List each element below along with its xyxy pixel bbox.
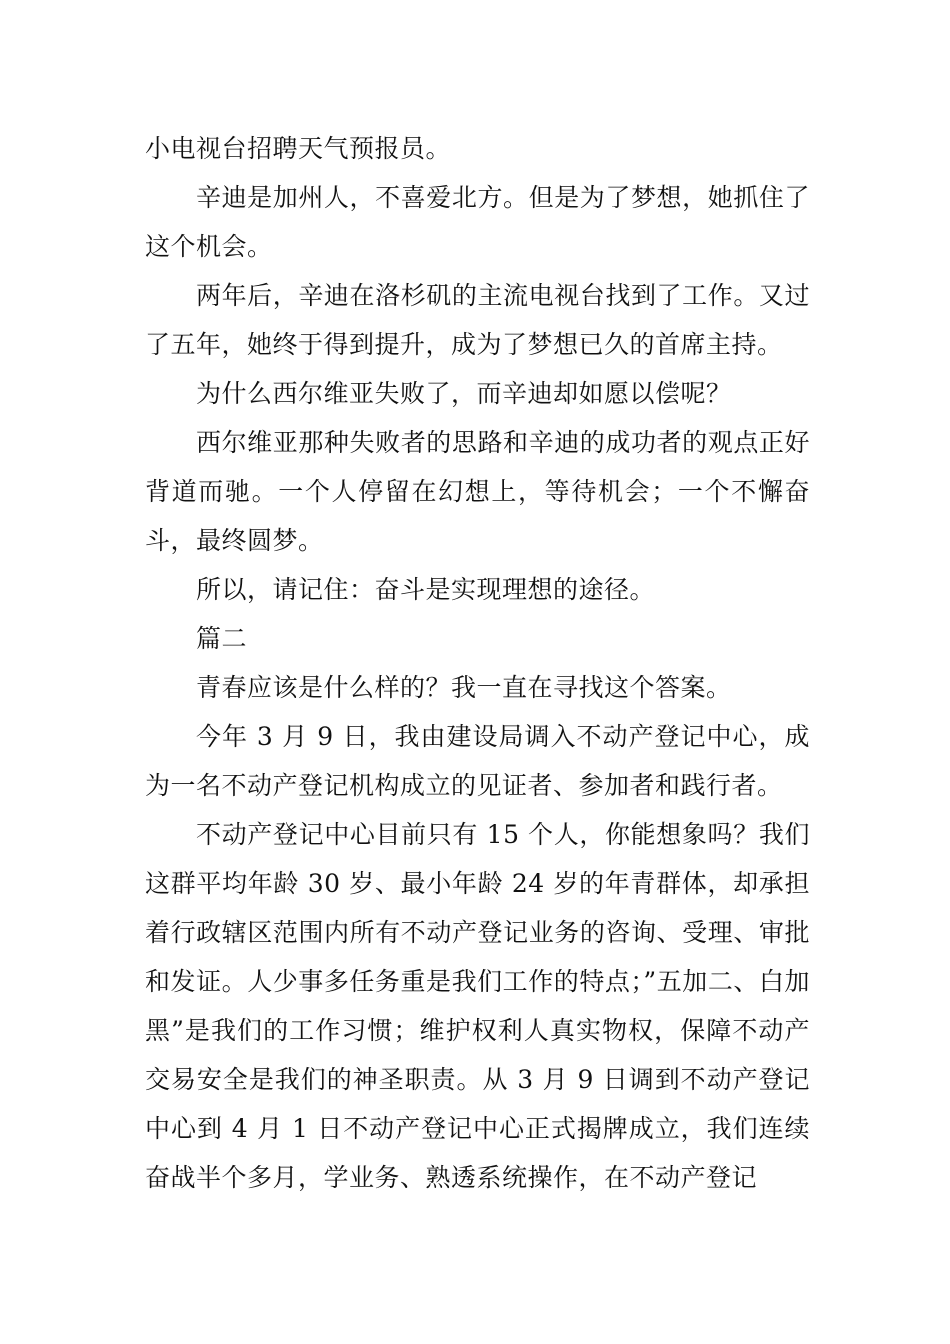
paragraph: 两年后，辛迪在洛杉矶的主流电视台找到了工作。又过了五年，她终于得到提升，成为了梦想已久的首席主持。 bbox=[145, 281, 810, 359]
paragraph: 辛迪是加州人，不喜爱北方。但是为了梦想，她抓住了这个机会。 bbox=[145, 183, 810, 261]
section-heading: 篇二 bbox=[196, 624, 248, 653]
paragraph: 不动产登记中心目前只有 15 个人，你能想象吗？我们这群平均年龄 30 岁、最小年龄 24 岁的年青群体，却承担着行政辖区范围内所有不动产登记业务的咨询、受理、审批和发证。人少事多任务重是我们工作的特点；”五加二、白加黑”是我们的工作习惯；维护权利人真实物权，保障不动产交易安全是我们的神圣职责。从 3 月 9 日调到不动产登记中心到 4 月 1 日不动产登记中心正式揭牌成立，我们连续奋战半个多月，学业务、熟透系统操作，在不动产登记 bbox=[145, 820, 810, 1192]
paragraph: 青春应该是什么样的？我一直在寻找这个答案。 bbox=[196, 673, 732, 702]
paragraph: 西尔维亚那种失败者的思路和辛迪的成功者的观点正好背道而驰。一个人停留在幻想上，等待机会；一个不懈奋斗，最终圆梦。 bbox=[145, 428, 810, 555]
document-body bbox=[145, 124, 810, 1202]
paragraph: 今年 3 月 9 日，我由建设局调入不动产登记中心，成为一名不动产登记机构成立的见证者、参加者和践行者。 bbox=[145, 722, 810, 800]
paragraph: 为什么西尔维亚失败了，而辛迪却如愿以偿呢？ bbox=[196, 379, 732, 408]
paragraph: 所以，请记住：奋斗是实现理想的途径。 bbox=[196, 575, 656, 604]
paragraph-continuation: 小电视台招聘天气预报员。 bbox=[145, 134, 452, 163]
